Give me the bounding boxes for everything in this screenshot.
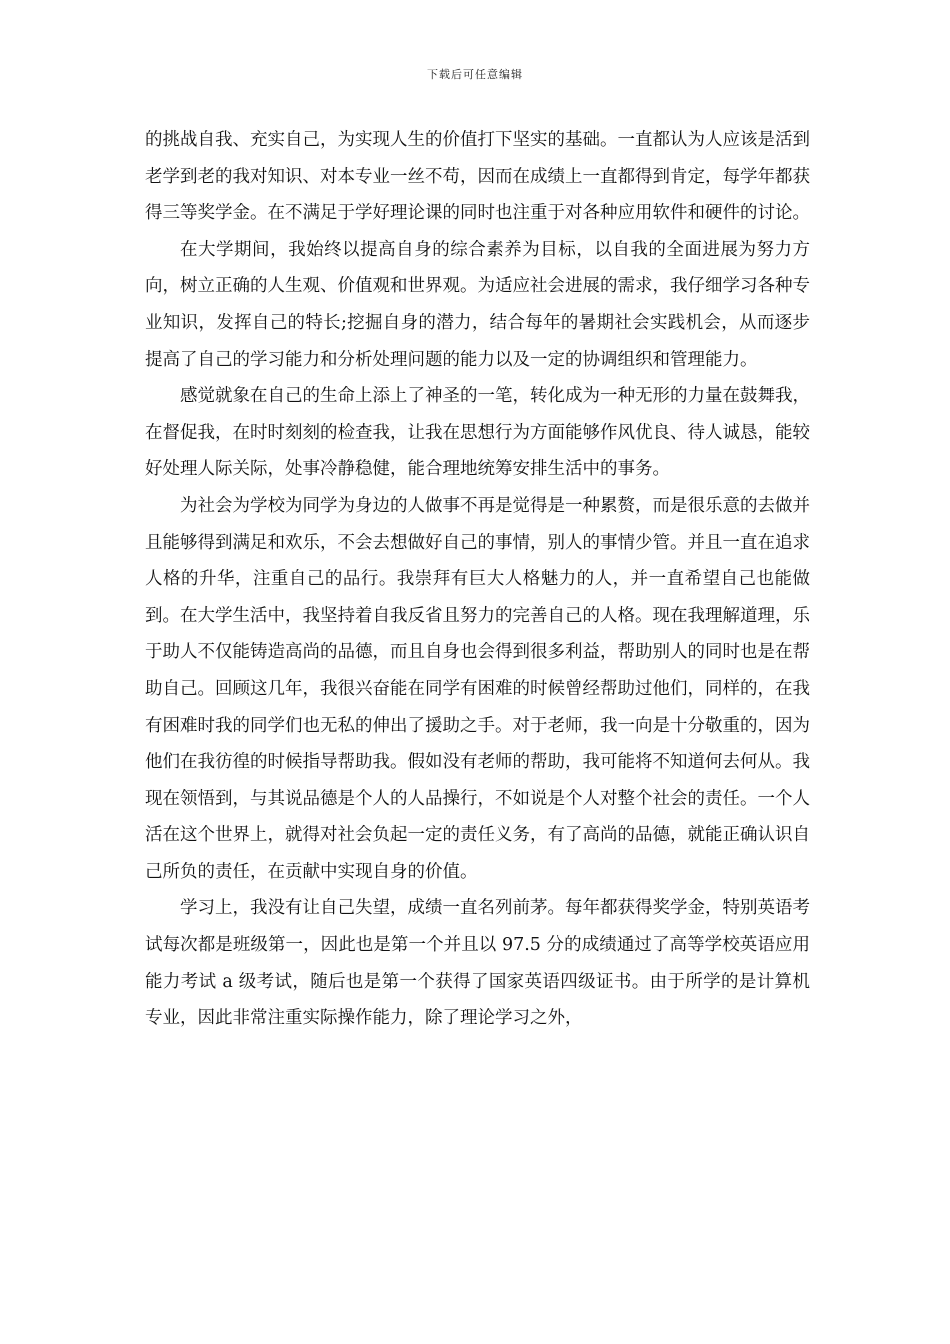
document-body <box>145 122 810 1037</box>
page-header: 下载后可任意编辑 <box>427 68 523 81</box>
paragraph-university-period: 在大学期间，我始终以提高自身的综合素养为目标，以自我的全面进展为努力方向，树立正确的人生观、价值观和世界观。为适应社会进展的需求，我仔细学习各种专业知识，发挥自己的特长;挖掘自身的潜力，结合每年的暑期社会实践机会，从而逐步提高了自己的学习能力和分析处理问题的能力以及一定的协调组织和管理能力。 <box>145 239 810 370</box>
paragraph-feeling: 感觉就象在自己的生命上添上了神圣的一笔，转化成为一种无形的力量在鼓舞我，在督促我，在时时刻刻的检查我，让我在思想行为方面能够作风优良、待人诚恳，能较好处理人际关际，处事冷静稳健，能合理地统筹安排生活中的事务。 <box>145 386 810 480</box>
paragraph-study: 学习上，我没有让自己失望，成绩一直名列前茅。每年都获得奖学金，特别英语考试每次都是班级第一，因此也是第一个并且以 97.5 分的成绩通过了高等学校英语应用能力考试 a 级考试，随后也是第一个获得了国家英语四级证书。由于所学的是计算机专业，因此非常注重实际操作能力，除了理论学习之外， <box>145 898 810 1029</box>
paragraph-serving-others: 为社会为学校为同学为身边的人做事不再是觉得是一种累赘，而是很乐意的去做并且能够得到满足和欢乐，不会去想做好自己的事情，别人的事情少管。并且一直在追求人格的升华，注重自己的品行。我崇拜有巨大人格魅力的人，并一直希望自己也能做到。在大学生活中，我坚持着自我反省且努力的完善自己的人格。现在我理解道理，乐于助人不仅能铸造高尚的品德，而且自身也会得到很多利益，帮助别人的同时也是在帮助自己。回顾这几年，我很兴奋能在同学有困难的时候曾经帮助过他们，同样的，在我有困难时我的同学们也无私的伸出了援助之手。对于老师，我一向是十分敬重的，因为他们在我彷徨的时候指导帮助我。假如没有老师的帮助，我可能将不知道何去何从。我现在领悟到，与其说品德是个人的人品操行，不如说是个人对整个社会的责任。一个人活在这个世界上，就得对社会负起一定的责任义务，有了高尚的品德，就能正确认识自己所负的责任，在贡献中实现自身的价值。 <box>145 495 810 882</box>
paragraph-continuation: 的挑战自我、充实自己，为实现人生的价值打下坚实的基础。一直都认为人应该是活到老学到老的我对知识、对本专业一丝不苟，因而在成绩上一直都得到肯定，每学年都获得三等奖学金。在不满足于学好理论课的同时也注重于对各种应用软件和硬件的讨论。 <box>145 130 810 224</box>
